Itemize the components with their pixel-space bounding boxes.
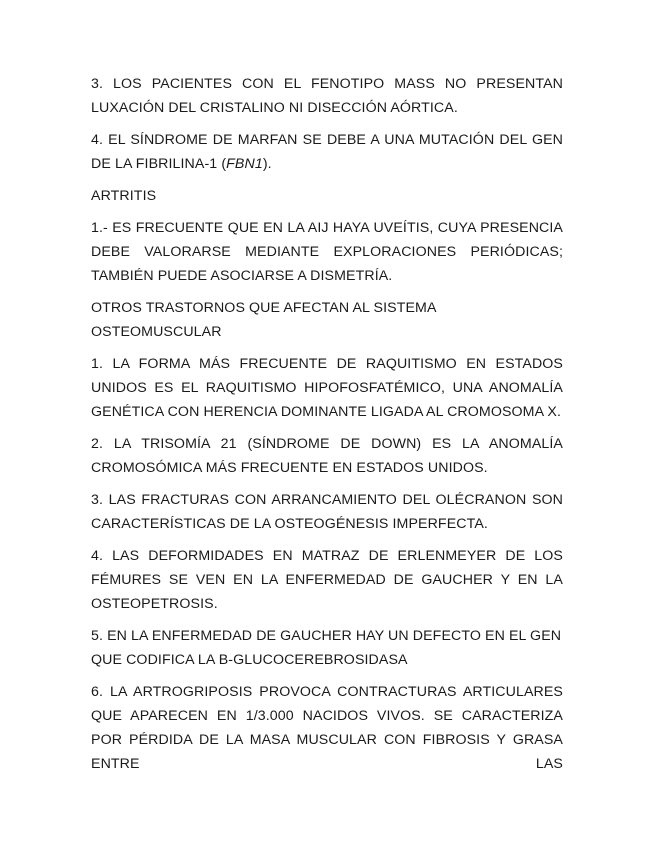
paragraph-aij-uveitis: 1.- ES FRECUENTE QUE EN LA AIJ HAYA UVEÍTIS, CUYA PRESENCIA DEBE VALORARSE MEDIANTE EXPLORACIONES PERIÓDICAS; TAMBIÉN PUEDE ASOCIARSE A DISMETRÍA. [91,220,563,284]
paragraph-rickets: 1. LA FORMA MÁS FRECUENTE DE RAQUITISMO EN ESTADOS UNIDOS ES EL RAQUITISMO HIPOFOSFATÉMICO, UNA ANOMALÍA GENÉTICA CON HERENCIA DOMINANTE LIGADA AL CROMOSOMA X. [91,356,563,420]
paragraph-gaucher-defect: 5. EN LA ENFERMEDAD DE GAUCHER HAY UN DEFECTO EN EL GEN QUE CODIFICA LA B-GLUCOCEREBROSIDASA [91,628,562,668]
paragraph-marfan-mass-phenotype: 3. LOS PACIENTES CON EL FENOTIPO MASS NO PRESENTAN LUXACIÓN DEL CRISTALINO NI DISECCIÓN AÓRTICA. [91,76,563,116]
gene-name-fbn1: FBN1 [226,156,263,172]
paragraph-trisomy-21: 2. LA TRISOMÍA 21 (SÍNDROME DE DOWN) ES LA ANOMALÍA CROMOSÓMICA MÁS FRECUENTE EN ESTADOS UNIDOS. [91,436,563,476]
paragraph-erlenmeyer-flask: 4. LAS DEFORMIDADES EN MATRAZ DE ERLENMEYER DE LOS FÉMURES SE VEN EN LA ENFERMEDAD DE GAUCHER Y EN LA OSTEOPETROSIS. [91,548,563,612]
paragraph-arthrogryposis: 6. LA ARTROGRIPOSIS PROVOCA CONTRACTURAS ARTICULARES QUE APARECEN EN 1/3.000 NACIDOS VIVOS. SE CARACTERIZA POR PÉRDIDA DE LA MASA MUSCULAR CON FIBROSIS Y GRASA ENTRE LAS [91,684,563,772]
section-heading-arthritis: ARTRITIS [91,188,157,204]
paragraph-marfan-fibrillin [91,128,563,176]
paragraph-olecranon-fractures: 3. LAS FRACTURAS CON ARRANCAMIENTO DEL OLÉCRANON SON CARACTERÍSTICAS DE LA OSTEOGÉNESIS IMPERFECTA. [91,492,563,532]
document-page [91,72,563,784]
paragraph-marfan-fibrillin-text: 4. EL SÍNDROME DE MARFAN SE DEBE A UNA MUTACIÓN DEL GEN DE LA FIBRILINA-1 ( [91,132,563,172]
paragraph-marfan-fibrillin-end: ). [262,156,272,172]
section-heading-other-disorders: OTROS TRASTORNOS QUE AFECTAN AL SISTEMA OSTEOMUSCULAR [91,300,436,340]
